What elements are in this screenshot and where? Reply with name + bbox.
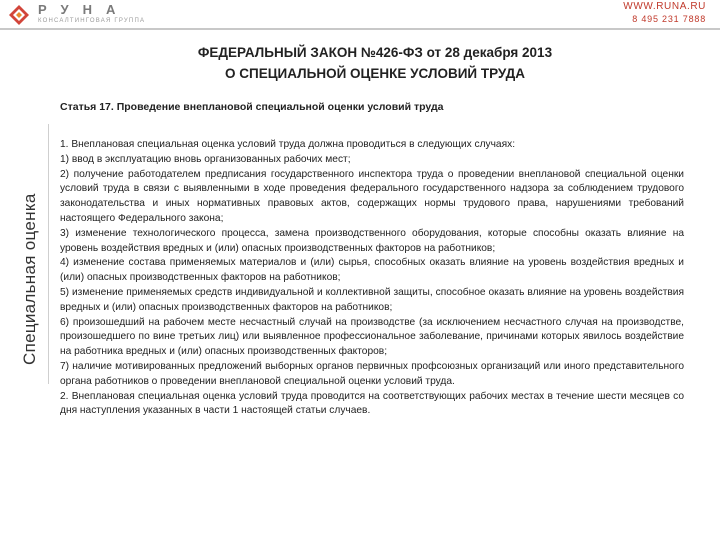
paragraph: 5) изменение применяемых средств индивидуальной и коллективной защиты, способное оказать влияние на уровень воздействия вредных и (или) опасных производственных факторов на работников;	[60, 286, 684, 313]
paragraph: 6) произошедший на рабочем месте несчастный случай на производстве (за исключением несчастного случая на производстве, произошедшего по вине третьих лиц) или выявленное профессиональное заболевание, причинами которых явилось воздействие на работника вредных и (или) опасных производственных факторов;	[60, 316, 684, 358]
slide-header	[0, 0, 720, 30]
paragraph: 1) ввод в эксплуатацию вновь организованных рабочих мест;	[60, 153, 351, 165]
phone-number: 8 495 231 7888	[632, 14, 706, 24]
brand-subtitle: КОНСАЛТИНГОВАЯ ГРУППА	[38, 18, 146, 24]
paragraph: 7) наличие мотивированных предложений выборных органов первичных профсоюзных организаций или иного представительного органа работников о проведении внеплановой специальной оценки условий труда.	[60, 360, 684, 387]
header-divider	[0, 28, 720, 30]
vertical-side-label: Специальная оценка	[20, 193, 39, 365]
website-url[interactable]: WWW.RUNA.RU	[623, 1, 706, 12]
article-title: Статья 17. Проведение внеплановой специальной оценки условий труда	[60, 101, 444, 113]
paragraph: 2) получение работодателем предписания государственного инспектора труда о проведении внеплановой специальной оценки условий труда в связи с выявленными в ходе проведения федерального государственного надзора за соблюдением трудового законодательства и иных нормативных правовых актов, содержащих нормы трудового права, нарушениями требований настоящего Федерального закона;	[60, 168, 684, 224]
side-divider	[48, 124, 49, 384]
diamond-logo-icon	[8, 4, 30, 26]
slide-title	[100, 42, 650, 84]
brand-name: РУНА	[38, 2, 130, 17]
paragraph: 1. Внеплановая специальная оценка условий труда должна проводиться в следующих случаях:	[60, 139, 516, 150]
paragraph: 2. Внеплановая специальная оценка условий труда проводится на соответствующих рабочих местах в течение шести месяцев со дня наступления указанных в части 1 настоящей статьи случаев.	[60, 390, 684, 417]
law-text	[60, 138, 684, 419]
title-line-2: О СПЕЦИАЛЬНОЙ ОЦЕНКЕ УСЛОВИЙ ТРУДА	[224, 66, 526, 81]
title-line-1: ФЕДЕРАЛЬНЫЙ ЗАКОН №426-ФЗ от 28 декабря 2013	[197, 45, 553, 60]
paragraph: 4) изменение состава применяемых материалов и (или) сырья, способных оказать влияние на уровень воздействия вредных и (или) опасных производственных факторов на работников;	[60, 257, 684, 284]
paragraph: 3) изменение технологического процесса, замена производственного оборудования, которые способны оказать влияние на уровень воздействия вредных и (или) опасных производственных факторов на работников;	[60, 227, 684, 254]
